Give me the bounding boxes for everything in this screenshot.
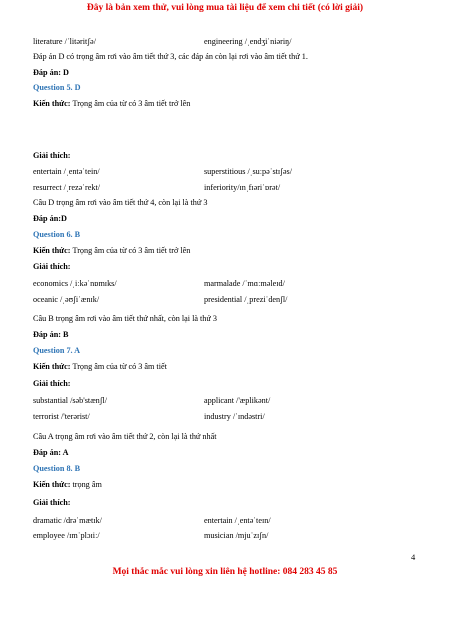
answer-line	[33, 214, 67, 224]
word-oceanic: oceanic /ˌəʊʃiˈænɪk/	[33, 295, 100, 304]
answer-label: Đáp án:	[33, 330, 64, 339]
word-entertain: entertain /ˌentəˈteɪn/	[204, 516, 271, 525]
preview-notice-banner: Đây là bản xem thử, vui lòng mua tài liệu để xem chi tiết (có lời giải)	[86, 3, 364, 13]
word-industry: industry /ˈɪndəstri/	[204, 412, 265, 421]
word-musician: musician /mjuˈzɪʃn/	[204, 531, 269, 540]
word-employee: employee /ɪmˈplɔɪiː/	[33, 531, 100, 540]
answer-value: D	[63, 68, 69, 77]
explanation-text: Đáp án D có trọng âm rơi vào âm tiết thứ 3, các đáp án còn lại rơi vào âm tiết thứ 1.	[33, 52, 308, 61]
word-entertain: entertain /ˌentəˈtein/	[33, 167, 100, 176]
answer-label: Đáp án:	[33, 214, 61, 223]
knowledge-label: Kiến thức:	[33, 99, 73, 108]
knowledge-label: Kiến thức:	[33, 480, 73, 489]
word-resurrect: resurrect /ˌrezəˈrekt/	[33, 183, 101, 192]
word-superstitious: superstitious /ˌsuːpəˈstɪʃəs/	[204, 167, 293, 176]
knowledge-value: Trọng âm của từ có 3 âm tiết trở lên	[72, 246, 191, 255]
knowledge-label: Kiến thức:	[33, 246, 73, 255]
question-heading: Question 8. B	[33, 464, 81, 473]
knowledge-value: Trọng âm của từ có 3 âm tiết	[72, 362, 167, 371]
page-number: 4	[411, 552, 416, 562]
knowledge-label: Kiến thức:	[33, 362, 73, 371]
word-economics: economics /ˌiːkəˈnɒmɪks/	[33, 279, 117, 288]
word-presidential: presidential /ˌpreziˈdenʃl/	[204, 295, 288, 304]
question-heading: Question 5. D	[33, 83, 81, 92]
explanation-text: Câu B trọng âm rơi vào âm tiết thứ nhất, còn lại là thứ 3	[33, 314, 217, 323]
answer-label: Đáp án:	[33, 68, 64, 77]
hotline-banner: Mọi thắc mắc vui lòng xin liên hệ hotline: 084 283 45 85	[112, 567, 338, 577]
word-substantial: substantial /səb'stænʃl/	[33, 396, 108, 405]
explanation-text: Câu A trọng âm rơi vào âm tiết thứ 2, còn lại là thứ nhất	[33, 432, 217, 441]
answer-line	[33, 330, 69, 340]
answer-line	[33, 448, 69, 458]
word-literature: literature /ˈlitəritʃə/	[33, 37, 96, 46]
answer-value: B	[63, 330, 69, 339]
word-engineering: engineering /ˌendʒiˈniəriŋ/	[204, 37, 292, 46]
explanation-heading: Giải thích:	[33, 498, 71, 507]
knowledge-line	[33, 480, 102, 490]
knowledge-line	[33, 99, 190, 109]
answer-value: A	[62, 448, 69, 457]
question-heading: Question 7. A	[33, 346, 81, 355]
answer-line	[33, 68, 69, 78]
knowledge-line	[33, 362, 167, 372]
word-terrorist: terrorist /'terərist/	[33, 412, 90, 421]
explanation-heading: Giải thích:	[33, 262, 71, 271]
explanation-heading: Giải thích:	[33, 379, 71, 388]
word-applicant: applicant /'æplikənt/	[204, 396, 271, 405]
knowledge-value: Trọng âm của từ có 3 âm tiết trở lên	[72, 99, 191, 108]
explanation-text: Câu D trọng âm rơi vào âm tiết thứ 4, còn lại là thứ 3	[33, 198, 208, 207]
knowledge-line	[33, 246, 190, 256]
answer-label: Đáp án:	[33, 448, 63, 457]
word-dramatic: dramatic /drəˈmætɪk/	[33, 516, 102, 525]
explanation-heading: Giải thích:	[33, 151, 71, 160]
question-heading: Question 6. B	[33, 230, 81, 239]
word-marmalade: marmalade /ˈmɑːməleɪd/	[204, 279, 285, 288]
word-inferiority: inferiority/ɪnˌfɪəriˈɒrət/	[204, 183, 281, 192]
answer-value: D	[60, 214, 67, 223]
knowledge-value: trọng âm	[72, 480, 102, 489]
